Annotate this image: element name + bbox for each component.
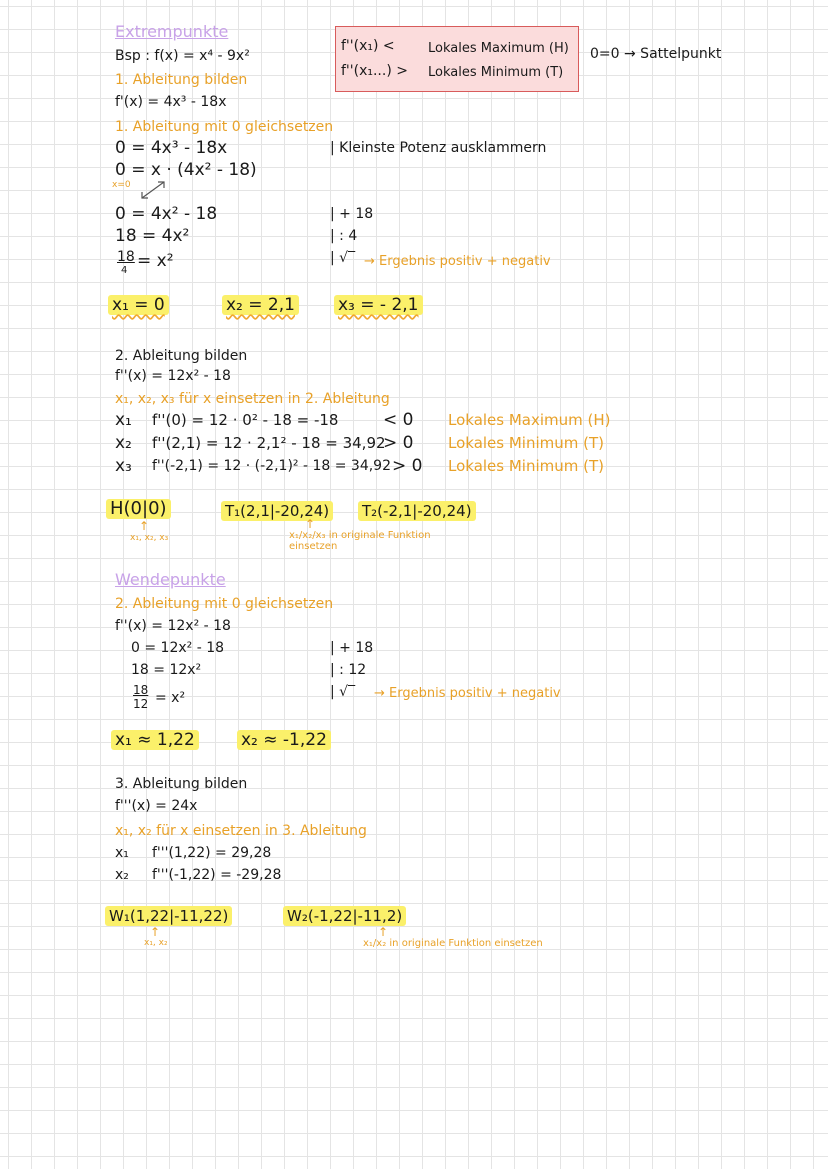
row-2-result: Lokales Minimum (T): [448, 434, 605, 452]
equation-5-rest: = x²: [137, 251, 174, 271]
row-1-variable: x₁: [115, 410, 132, 430]
example-function: Bsp : f(x) = x⁴ - 9x²: [115, 48, 250, 64]
up-arrow-icon: ↑: [378, 925, 389, 939]
equation-3: 0 = 4x² - 18: [115, 204, 218, 224]
inflection-note-divide-12: | : 12: [330, 662, 367, 678]
criteria-line-1-right: Lokales Maximum (H): [428, 41, 569, 56]
inflection-heading: Wendepunkte: [115, 570, 226, 589]
inflection-eq-4-denominator: 12: [133, 697, 149, 711]
note-divide-4: | : 4: [330, 228, 358, 244]
step1-zero-title: 1. Ableitung mit 0 gleichsetzen: [115, 119, 334, 135]
second-derivative: f''(x) = 12x² - 18: [115, 368, 231, 384]
root-x1: x₁ = 0: [108, 295, 169, 315]
note-t-substitute: x₁/x₂/x₃ in originale Funktion einsetzen: [289, 530, 431, 552]
inflection-eq-2: 0 = 12x² - 18: [131, 640, 225, 656]
inflection-root-x1: x₁ ≈ 1,22: [111, 730, 199, 750]
inflection-step-title: 2. Ableitung mit 0 gleichsetzen: [115, 596, 334, 612]
equation-5-denominator: 4: [121, 265, 128, 276]
step2-insert-note: x₁, x₂, x₃ für x einsetzen in 2. Ableitung: [115, 391, 390, 407]
saddle-point-note: 0=0 → Sattelpunkt: [590, 46, 722, 62]
note-w1-source: x₁, x₂: [144, 938, 168, 948]
step3-row-1-variable: x₁: [115, 845, 129, 861]
step3-row-2-calculation: f'''(-1,22) = -29,28: [152, 867, 282, 883]
root-x3: x₃ = - 2,1: [334, 295, 423, 315]
point-h: H(0|0): [106, 499, 171, 519]
step2-title: 2. Ableitung bilden: [115, 348, 248, 364]
extrema-heading: Extrempunkte: [115, 22, 229, 41]
inflection-note-square-root: | √‾: [330, 684, 356, 700]
point-t1: T₁(2,1|-20,24): [221, 501, 333, 521]
criteria-line-2-right: Lokales Minimum (T): [428, 65, 564, 80]
third-derivative: f'''(x) = 24x: [115, 798, 198, 814]
criteria-line-2-left: f''(x₁...) >: [341, 63, 408, 79]
inflection-root-x2: x₂ ≈ -1,22: [237, 730, 331, 750]
inflection-eq-1: f''(x) = 12x² - 18: [115, 618, 231, 634]
diagonal-arrow-icon: [138, 178, 168, 202]
step3-insert-note: x₁, x₂ für x einsetzen in 3. Ableitung: [115, 823, 367, 839]
first-derivative: f'(x) = 4x³ - 18x: [115, 94, 227, 110]
point-w2: W₂(-1,22|-11,2): [283, 906, 406, 926]
point-t2: T₂(-2,1|-20,24): [358, 501, 476, 521]
row-1-comparison: < 0: [383, 410, 414, 430]
equation-1: 0 = 4x³ - 18x: [115, 138, 228, 158]
up-arrow-icon: ↑: [305, 517, 316, 531]
note-h-source: x₁, x₂, x₃: [130, 533, 169, 543]
note-plus-18: | + 18: [330, 206, 374, 222]
note-square-root: | √‾: [330, 250, 356, 266]
row-3-result: Lokales Minimum (T): [448, 457, 605, 475]
inflection-note-result: → Ergebnis positiv + negativ: [374, 686, 561, 701]
row-3-comparison: > 0: [392, 456, 423, 476]
step1-title: 1. Ableitung bilden: [115, 72, 248, 88]
equation-4: 18 = 4x²: [115, 226, 190, 246]
note-w2-substitute: x₁/x₂ in originale Funktion einsetzen: [363, 938, 543, 949]
note-result-sign: → Ergebnis positiv + negativ: [364, 254, 551, 269]
up-arrow-icon: ↑: [150, 925, 161, 939]
inflection-eq-4-numerator: 18: [133, 683, 149, 697]
row-2-variable: x₂: [115, 433, 132, 453]
step3-row-2-variable: x₂: [115, 867, 129, 883]
inflection-note-plus-18: | + 18: [330, 640, 374, 656]
row-3-calculation: f''(-2,1) = 12 · (-2,1)² - 18 = 34,92: [152, 458, 391, 474]
row-2-comparison: > 0: [383, 433, 414, 453]
row-3-variable: x₃: [115, 456, 132, 476]
point-w1: W₁(1,22|-11,22): [105, 906, 232, 926]
criteria-line-1-left: f''(x₁) <: [341, 38, 395, 54]
row-2-calculation: f''(2,1) = 12 · 2,1² - 18 = 34,92: [152, 434, 386, 452]
inflection-eq-3: 18 = 12x²: [131, 662, 202, 678]
step3-row-1-calculation: f'''(1,22) = 29,28: [152, 845, 272, 861]
root-x2: x₂ = 2,1: [222, 295, 299, 315]
x-zero-note: x=0: [112, 180, 131, 190]
up-arrow-icon: ↑: [139, 519, 150, 533]
note-factor-out: | Kleinste Potenz ausklammern: [330, 140, 547, 156]
step3-title: 3. Ableitung bilden: [115, 776, 248, 792]
row-1-calculation: f''(0) = 12 · 0² - 18 = -18: [152, 411, 339, 429]
equation-2: 0 = x · (4x² - 18): [115, 160, 257, 180]
row-1-result: Lokales Maximum (H): [448, 411, 611, 429]
inflection-eq-4-rest: = x²: [155, 690, 186, 706]
equation-5-numerator: 18: [117, 249, 135, 265]
